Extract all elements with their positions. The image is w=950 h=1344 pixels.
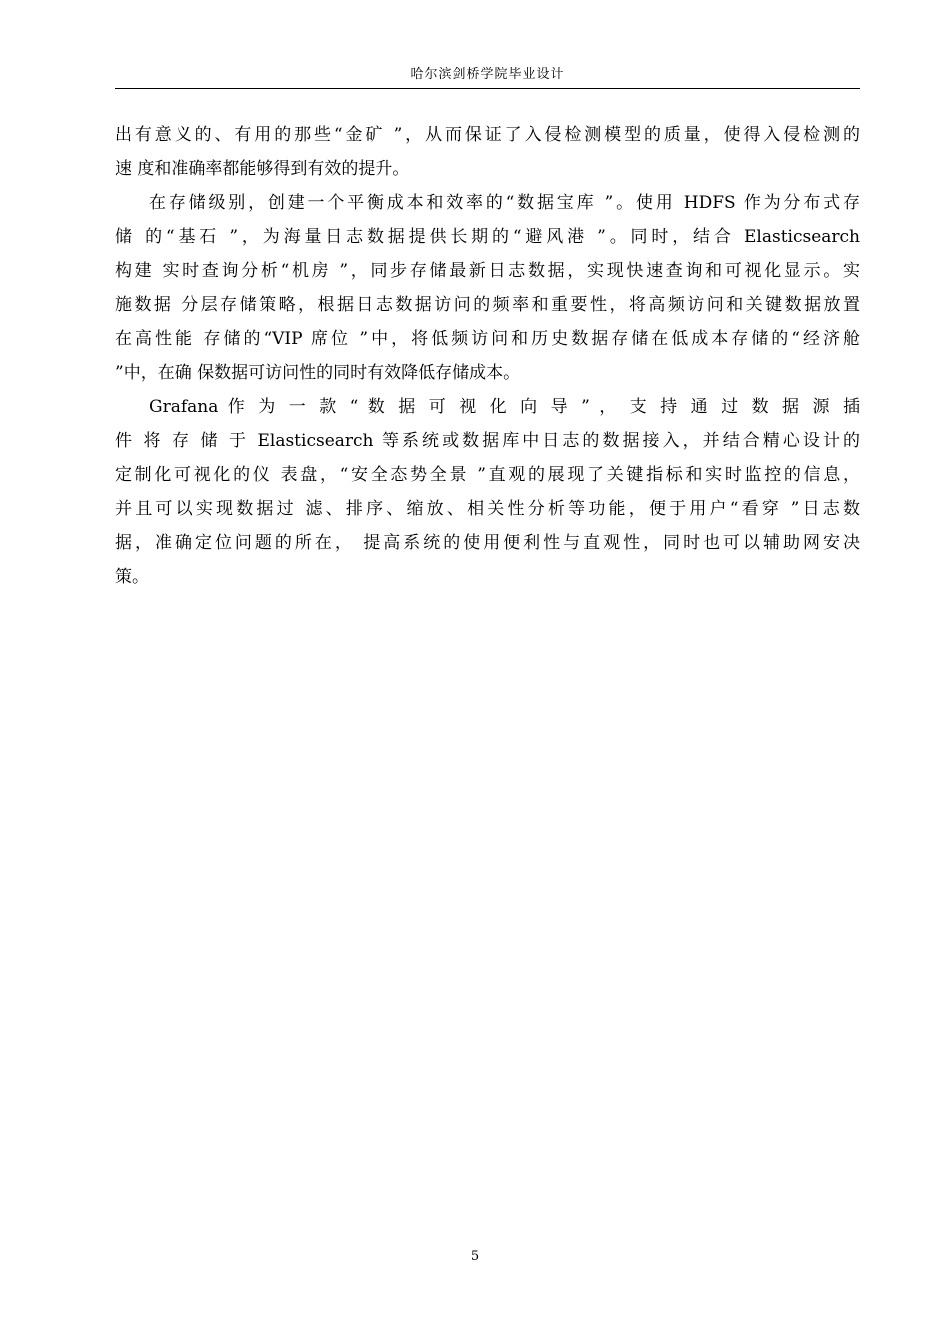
paragraph-2-line-3: 构建 实时查询分析“机房 ”，同步存储最新日志数据，实现快速查询和可视化显示。实 xyxy=(115,261,860,281)
body-text xyxy=(115,118,860,594)
paragraph-2-line-1: 在存储级别，创建一个平衡成本和效率的“数据宝库 ”。使用 HDFS 作为分布式存 xyxy=(149,193,860,213)
paragraph-2-line-5: 在高性能 存储的“VIP 席位 ”中，将低频访问和历史数据存储在低成本存储的“经济舱 xyxy=(115,329,860,349)
header-title: 哈尔滨剑桥学院毕业设计 xyxy=(410,67,565,82)
paragraph-3-line-4: 并且可以实现数据过 滤、排序、缩放、相关性分析等功能，便于用户“看穿 ”日志数 xyxy=(115,499,860,519)
paragraph-3-line-1: Grafana 作 为 一 款 “ 数 据 可 视 化 向 导 ” ， 支 持 通 过 数 据 源 插 xyxy=(149,397,860,417)
paragraph-2-line-4: 施数据 分层存储策略，根据日志数据访问的频率和重要性，将高频访问和关键数据放置 xyxy=(115,295,860,315)
paragraph-1-line-2: 速 度和准确率都能够得到有效的提升。 xyxy=(115,159,410,179)
paragraph-3-line-5: 据，准确定位问题的所在， 提高系统的使用便利性与直观性，同时也可以辅助网安决 xyxy=(115,533,860,553)
paragraph-2-line-6: ”中，在确 保数据可访问性的同时有效降低存储成本。 xyxy=(115,363,521,383)
page-header xyxy=(115,62,860,89)
paragraph-3-line-2: 件 将 存 储 于 Elasticsearch 等系统或数据库中日志的数据接入，并结合精心设计的 xyxy=(115,431,860,451)
paragraph-2-line-2: 储 的“基石 ”，为海量日志数据提供长期的“避风港 ”。同时，结合 Elasticsearch xyxy=(115,227,860,247)
paragraph-1-line-1: 出有意义的、有用的那些“金矿 ”，从而保证了入侵检测模型的质量，使得入侵检测的 xyxy=(115,125,860,145)
paragraph-3-line-6: 策。 xyxy=(115,567,149,587)
paragraph-3-line-3: 定制化可视化的仪 表盘，“安全态势全景 ”直观的展现了关键指标和实时监控的信息， xyxy=(115,465,860,485)
page-number: 5 xyxy=(470,1249,480,1264)
